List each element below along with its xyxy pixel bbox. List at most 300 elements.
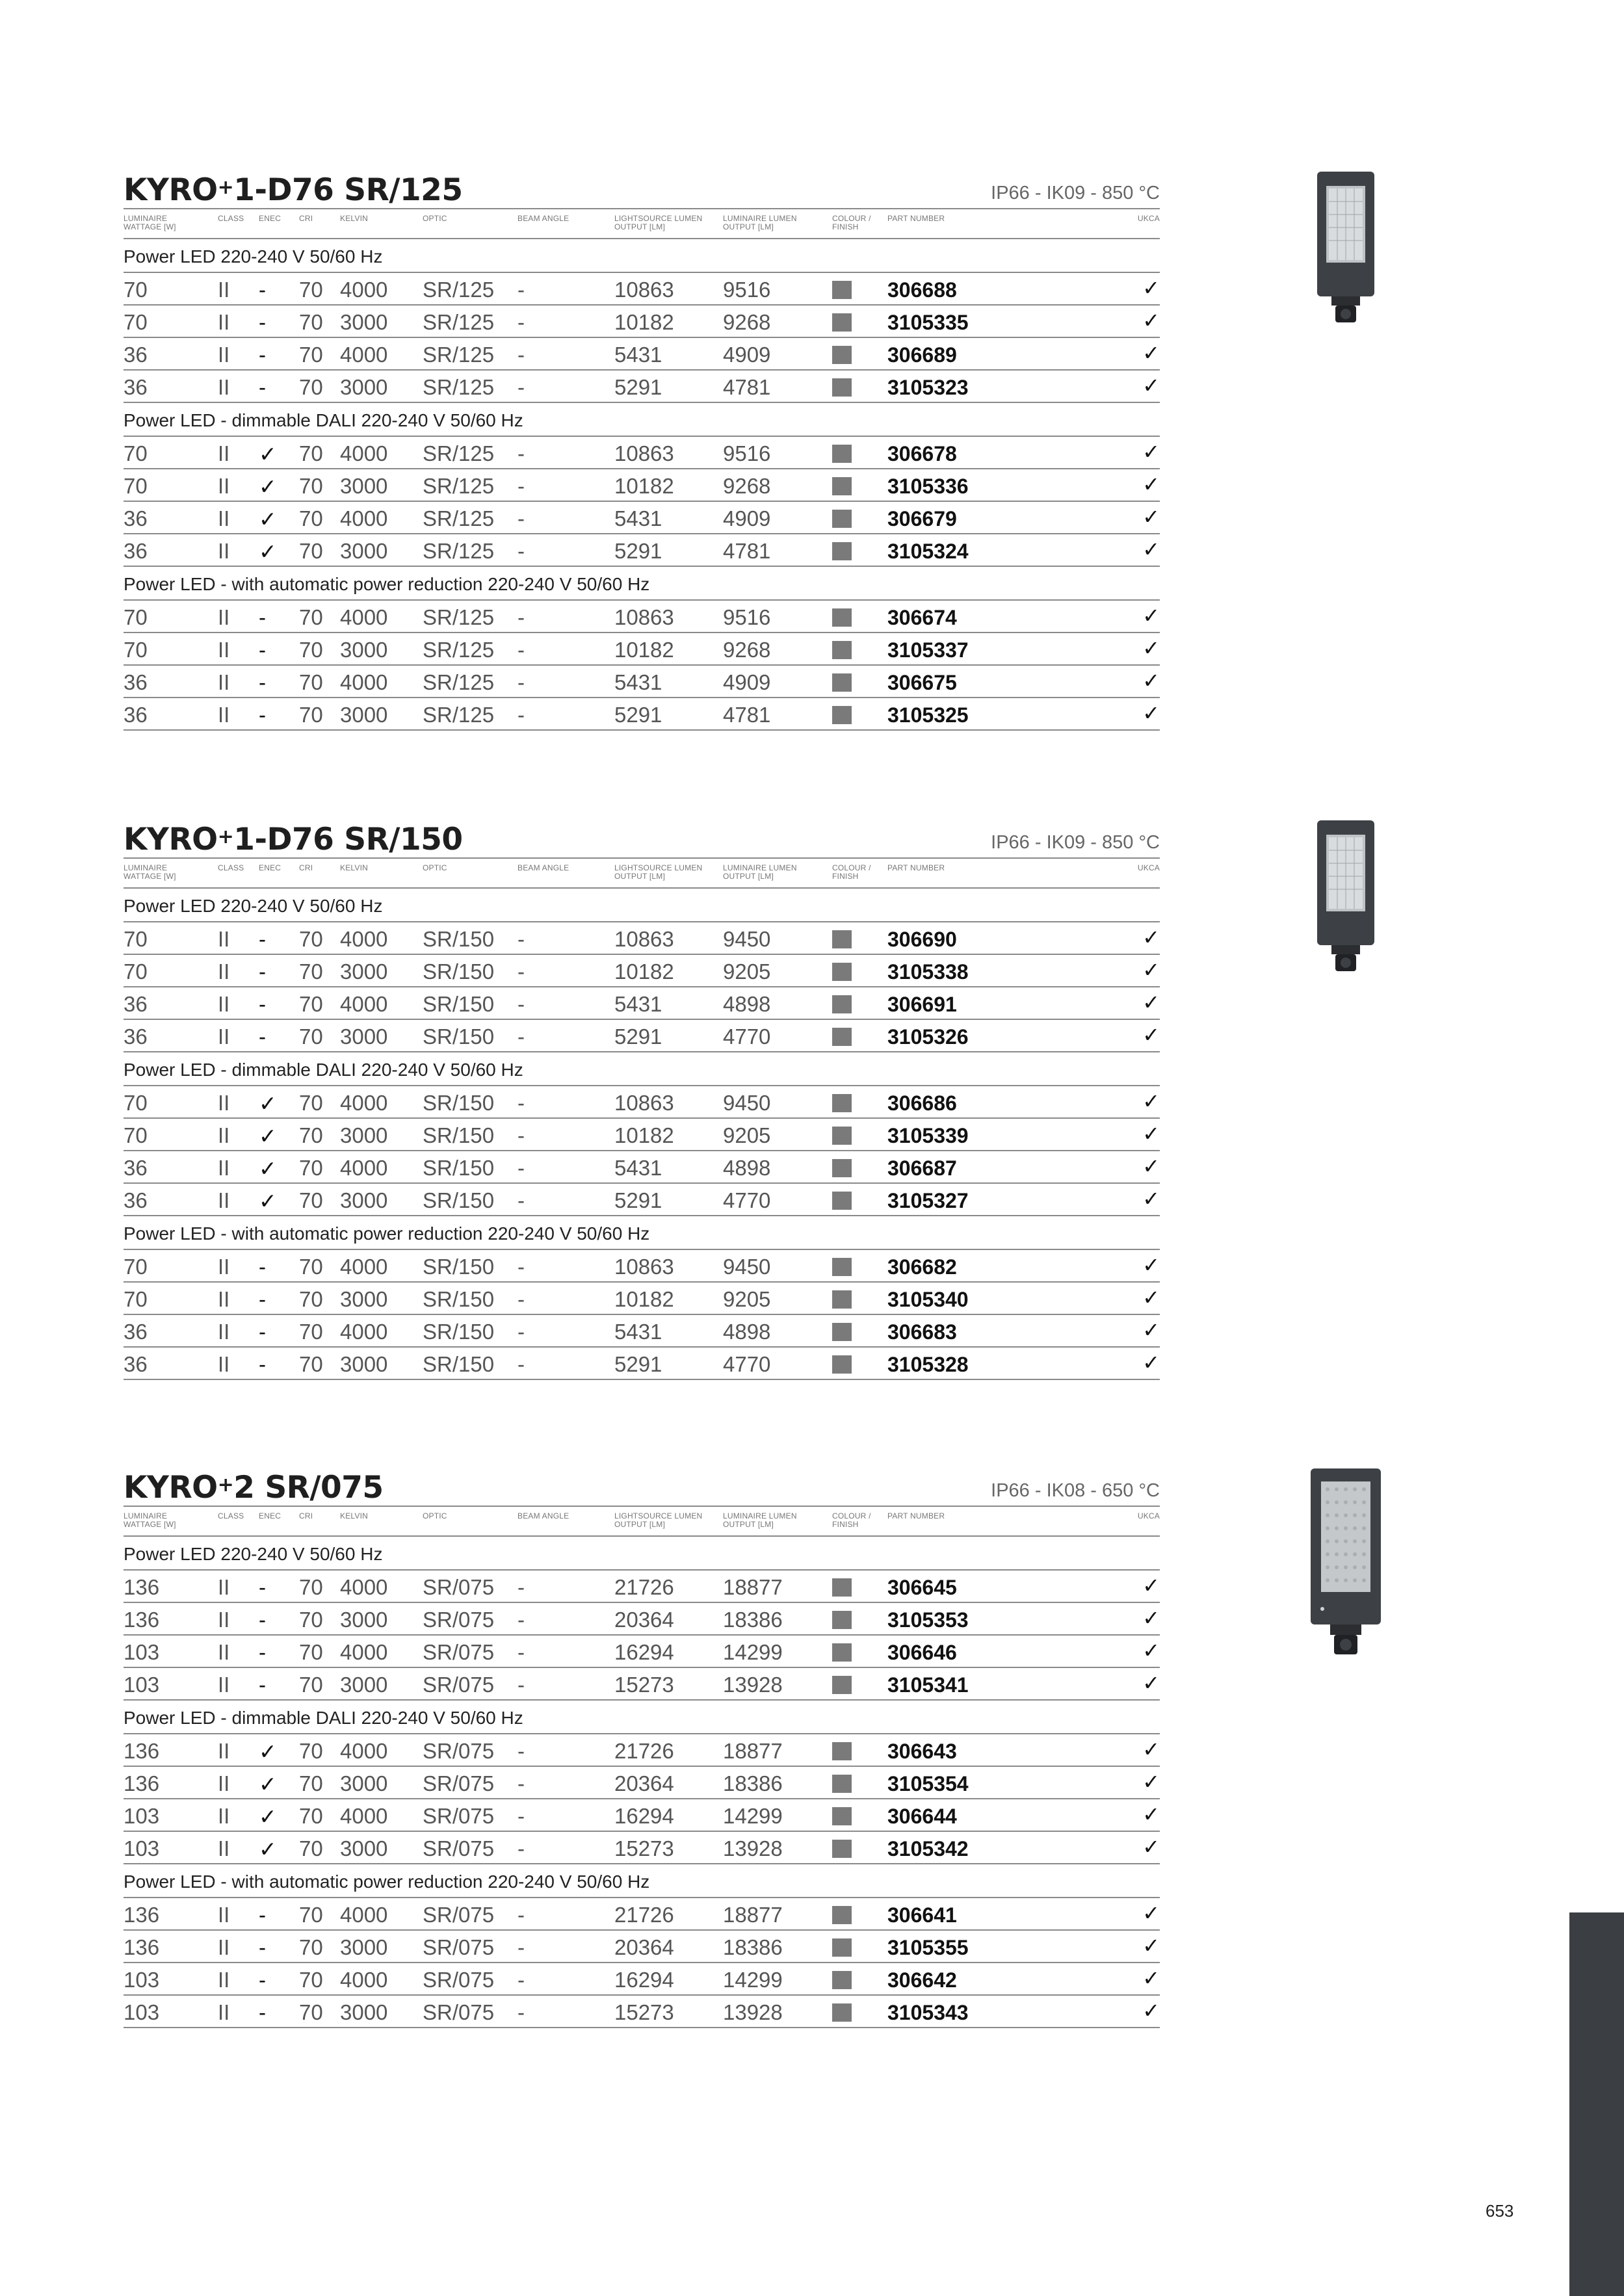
ukca-check-icon: ✓ xyxy=(1142,604,1160,627)
wattage-cell: 70 xyxy=(124,474,148,498)
luminaire-lumen-cell: 9516 xyxy=(723,278,771,302)
column-header-part: PART NUMBER xyxy=(887,1511,945,1520)
part-number: 306643 xyxy=(887,1740,957,1763)
class-cell: II xyxy=(218,1575,230,1599)
enec-cell: - xyxy=(259,1575,266,1599)
ukca-check-icon: ✓ xyxy=(1142,1738,1160,1761)
wattage-cell: 36 xyxy=(124,670,148,694)
beam-angle-cell: - xyxy=(517,1608,525,1632)
beam-angle-cell: - xyxy=(517,1968,525,1992)
column-header-optic: OPTIC xyxy=(423,863,447,872)
cri-cell: 70 xyxy=(299,1091,323,1115)
part-number: 3105328 xyxy=(887,1353,969,1376)
enec-cell: ✓ xyxy=(259,1189,277,1213)
enec-cell: ✓ xyxy=(259,1805,277,1829)
table-row xyxy=(124,1734,1160,1767)
table-row xyxy=(124,1020,1160,1052)
wattage-cell: 70 xyxy=(124,278,148,302)
enec-cell: - xyxy=(259,310,266,334)
product-section-sr125 xyxy=(124,166,1160,731)
colour-swatch xyxy=(832,445,852,463)
colour-swatch xyxy=(832,1258,852,1276)
cri-cell: 70 xyxy=(299,1935,323,1959)
wattage-cell: 103 xyxy=(124,1673,160,1697)
column-header-lm_source: LIGHTSOURCE LUMEN OUTPUT [LM] xyxy=(614,863,703,881)
beam-angle-cell: - xyxy=(517,278,525,302)
part-number: 3105341 xyxy=(887,1673,969,1697)
colour-swatch xyxy=(832,1906,852,1924)
source-lumen-cell: 10182 xyxy=(614,959,674,984)
luminaire-lumen-cell: 9268 xyxy=(723,638,771,662)
column-header-cri: CRI xyxy=(299,863,313,872)
colour-swatch xyxy=(832,963,852,981)
kelvin-cell: 3000 xyxy=(340,1123,388,1147)
optic-cell: SR/125 xyxy=(423,278,495,302)
beam-angle-cell: - xyxy=(517,343,525,367)
ukca-check-icon: ✓ xyxy=(1142,958,1160,982)
beam-angle-cell: - xyxy=(517,1804,525,1828)
class-cell: II xyxy=(218,1320,230,1344)
source-lumen-cell: 5431 xyxy=(614,1320,662,1344)
optic-cell: SR/075 xyxy=(423,1968,495,1992)
colour-swatch xyxy=(832,1840,852,1858)
class-cell: II xyxy=(218,506,230,530)
column-header-wattage: LUMINAIRE WATTAGE [W] xyxy=(124,1511,176,1529)
part-number: 3105323 xyxy=(887,376,969,399)
table-row xyxy=(124,1151,1160,1184)
luminaire-lumen-cell: 4898 xyxy=(723,992,771,1016)
part-number: 306691 xyxy=(887,993,957,1016)
table-row xyxy=(124,306,1160,338)
wattage-cell: 36 xyxy=(124,1156,148,1180)
ukca-check-icon: ✓ xyxy=(1142,1187,1160,1210)
part-number: 3105340 xyxy=(887,1288,969,1311)
title-row xyxy=(124,1464,1160,1506)
colour-swatch xyxy=(832,1611,852,1629)
group-title: Power LED 220-240 V 50/60 Hz xyxy=(124,1537,1160,1571)
cri-cell: 70 xyxy=(299,1608,323,1632)
source-lumen-cell: 16294 xyxy=(614,1804,674,1828)
luminaire-lumen-cell: 4781 xyxy=(723,703,771,727)
wattage-cell: 70 xyxy=(124,1287,148,1311)
group-title: Power LED 220-240 V 50/60 Hz xyxy=(124,889,1160,922)
enec-cell: ✓ xyxy=(259,540,277,564)
beam-angle-cell: - xyxy=(517,992,525,1016)
beam-angle-cell: - xyxy=(517,1287,525,1311)
beam-angle-cell: - xyxy=(517,506,525,530)
optic-cell: SR/125 xyxy=(423,310,495,334)
kelvin-cell: 4000 xyxy=(340,1575,388,1599)
part-number: 306641 xyxy=(887,1903,957,1927)
optic-cell: SR/075 xyxy=(423,1673,495,1697)
enec-cell: - xyxy=(259,1903,266,1927)
part-number: 3105324 xyxy=(887,540,969,563)
source-lumen-cell: 10182 xyxy=(614,310,674,334)
ukca-check-icon: ✓ xyxy=(1142,1574,1160,1597)
beam-angle-cell: - xyxy=(517,1640,525,1664)
column-header-kelvin: KELVIN xyxy=(340,214,368,223)
optic-cell: SR/125 xyxy=(423,474,495,498)
enec-cell: - xyxy=(259,1352,266,1376)
luminaire-image-sr075 xyxy=(1307,1466,1385,1661)
kelvin-cell: 4000 xyxy=(340,1255,388,1279)
beam-angle-cell: - xyxy=(517,1673,525,1697)
luminaire-lumen-cell: 18386 xyxy=(723,1771,783,1795)
source-lumen-cell: 10863 xyxy=(614,278,674,302)
kelvin-cell: 4000 xyxy=(340,1903,388,1927)
beam-angle-cell: - xyxy=(517,1935,525,1959)
title-rest: 1-D76 SR/125 xyxy=(233,172,463,208)
wattage-cell: 70 xyxy=(124,1091,148,1115)
source-lumen-cell: 5431 xyxy=(614,343,662,367)
colour-swatch xyxy=(832,313,852,332)
colour-swatch xyxy=(832,1742,852,1760)
luminaire-lumen-cell: 9450 xyxy=(723,1091,771,1115)
luminaire-lumen-cell: 9268 xyxy=(723,310,771,334)
table-row xyxy=(124,338,1160,371)
enec-cell: ✓ xyxy=(259,1740,277,1764)
part-number: 306644 xyxy=(887,1805,957,1828)
luminaire-image-sr150 xyxy=(1313,818,1378,974)
luminaire-lumen-cell: 4770 xyxy=(723,1188,771,1212)
source-lumen-cell: 5291 xyxy=(614,1352,662,1376)
enec-cell: - xyxy=(259,992,266,1016)
colour-swatch xyxy=(832,1028,852,1046)
source-lumen-cell: 16294 xyxy=(614,1640,674,1664)
kelvin-cell: 3000 xyxy=(340,539,388,563)
optic-cell: SR/150 xyxy=(423,1156,495,1180)
table-row xyxy=(124,1184,1160,1216)
enec-cell: ✓ xyxy=(259,442,277,466)
column-header-part: PART NUMBER xyxy=(887,863,945,872)
part-number: 306674 xyxy=(887,606,957,629)
column-header-beam: BEAM ANGLE xyxy=(517,863,570,872)
wattage-cell: 103 xyxy=(124,1836,160,1860)
table-header xyxy=(124,857,1160,889)
ukca-check-icon: ✓ xyxy=(1142,1639,1160,1662)
source-lumen-cell: 10182 xyxy=(614,474,674,498)
cri-cell: 70 xyxy=(299,506,323,530)
beam-angle-cell: - xyxy=(517,703,525,727)
part-number: 3105343 xyxy=(887,2001,969,2024)
cri-cell: 70 xyxy=(299,1968,323,1992)
optic-cell: SR/125 xyxy=(423,703,495,727)
colour-swatch xyxy=(832,1355,852,1374)
kelvin-cell: 3000 xyxy=(340,1287,388,1311)
optic-cell: SR/150 xyxy=(423,1352,495,1376)
wattage-cell: 70 xyxy=(124,927,148,951)
column-header-part: PART NUMBER xyxy=(887,214,945,223)
luminaire-lumen-cell: 13928 xyxy=(723,1673,783,1697)
optic-cell: SR/150 xyxy=(423,1320,495,1344)
ukca-check-icon: ✓ xyxy=(1142,926,1160,949)
colour-swatch xyxy=(832,1971,852,1989)
luminaire-lumen-cell: 4770 xyxy=(723,1352,771,1376)
beam-angle-cell: - xyxy=(517,1739,525,1763)
beam-angle-cell: - xyxy=(517,310,525,334)
kelvin-cell: 4000 xyxy=(340,1320,388,1344)
table-row xyxy=(124,1250,1160,1283)
luminaire-lumen-cell: 18877 xyxy=(723,1903,783,1927)
part-number: 3105337 xyxy=(887,638,969,662)
table-row xyxy=(124,1832,1160,1864)
colour-swatch xyxy=(832,930,852,948)
ukca-check-icon: ✓ xyxy=(1142,440,1160,463)
ukca-check-icon: ✓ xyxy=(1142,1351,1160,1374)
title-rest: 2 SR/075 xyxy=(233,1470,384,1506)
kelvin-cell: 4000 xyxy=(340,1739,388,1763)
title-row xyxy=(124,166,1160,208)
optic-cell: SR/125 xyxy=(423,605,495,629)
beam-angle-cell: - xyxy=(517,474,525,498)
optic-cell: SR/150 xyxy=(423,959,495,984)
ukca-check-icon: ✓ xyxy=(1142,991,1160,1014)
luminaire-lumen-cell: 4909 xyxy=(723,670,771,694)
cri-cell: 70 xyxy=(299,1352,323,1376)
class-cell: II xyxy=(218,1123,230,1147)
title-row xyxy=(124,816,1160,857)
wattage-cell: 70 xyxy=(124,1255,148,1279)
kelvin-cell: 4000 xyxy=(340,1640,388,1664)
colour-swatch xyxy=(832,1159,852,1177)
colour-swatch xyxy=(832,641,852,659)
beam-angle-cell: - xyxy=(517,1156,525,1180)
ukca-check-icon: ✓ xyxy=(1142,1966,1160,1990)
class-cell: II xyxy=(218,1255,230,1279)
source-lumen-cell: 21726 xyxy=(614,1903,674,1927)
wattage-cell: 36 xyxy=(124,539,148,563)
enec-cell: - xyxy=(259,605,266,629)
wattage-cell: 36 xyxy=(124,506,148,530)
enec-cell: - xyxy=(259,1608,266,1632)
part-number: 306682 xyxy=(887,1255,957,1279)
wattage-cell: 70 xyxy=(124,605,148,629)
ukca-check-icon: ✓ xyxy=(1142,1122,1160,1145)
part-number: 3105326 xyxy=(887,1025,969,1049)
wattage-cell: 36 xyxy=(124,1320,148,1344)
kelvin-cell: 4000 xyxy=(340,1968,388,1992)
source-lumen-cell: 10863 xyxy=(614,1255,674,1279)
source-lumen-cell: 10182 xyxy=(614,1287,674,1311)
class-cell: II xyxy=(218,539,230,563)
column-header-lm_luminaire: LUMINAIRE LUMEN OUTPUT [LM] xyxy=(723,214,797,231)
source-lumen-cell: 16294 xyxy=(614,1968,674,1992)
part-number: 3105355 xyxy=(887,1936,969,1959)
luminaire-lumen-cell: 4909 xyxy=(723,343,771,367)
kelvin-cell: 4000 xyxy=(340,1156,388,1180)
enec-cell: ✓ xyxy=(259,507,277,531)
optic-cell: SR/075 xyxy=(423,1836,495,1860)
luminaire-lumen-cell: 9450 xyxy=(723,1255,771,1279)
class-cell: II xyxy=(218,441,230,465)
kelvin-cell: 4000 xyxy=(340,1804,388,1828)
kelvin-cell: 3000 xyxy=(340,638,388,662)
group-title: Power LED - with automatic power reduction 220-240 V 50/60 Hz xyxy=(124,567,1160,601)
class-cell: II xyxy=(218,474,230,498)
cri-cell: 70 xyxy=(299,605,323,629)
colour-swatch xyxy=(832,1323,852,1341)
cri-cell: 70 xyxy=(299,638,323,662)
source-lumen-cell: 15273 xyxy=(614,1836,674,1860)
cri-cell: 70 xyxy=(299,1123,323,1147)
ukca-check-icon: ✓ xyxy=(1142,1286,1160,1309)
title-main: KYRO xyxy=(124,172,218,208)
class-cell: II xyxy=(218,1640,230,1664)
optic-cell: SR/150 xyxy=(423,1091,495,1115)
cri-cell: 70 xyxy=(299,1575,323,1599)
kelvin-cell: 4000 xyxy=(340,343,388,367)
cri-cell: 70 xyxy=(299,1739,323,1763)
kelvin-cell: 3000 xyxy=(340,2000,388,2024)
column-header-beam: BEAM ANGLE xyxy=(517,1511,570,1520)
protection-rating: IP66 - IK08 - 650 °C xyxy=(991,1480,1160,1501)
kelvin-cell: 3000 xyxy=(340,310,388,334)
class-cell: II xyxy=(218,1935,230,1959)
optic-cell: SR/150 xyxy=(423,1255,495,1279)
part-number: 3105353 xyxy=(887,1608,969,1632)
luminaire-lumen-cell: 9205 xyxy=(723,1287,771,1311)
beam-angle-cell: - xyxy=(517,2000,525,2024)
cri-cell: 70 xyxy=(299,375,323,399)
column-header-class: CLASS xyxy=(218,1511,244,1520)
wattage-cell: 103 xyxy=(124,2000,160,2024)
colour-swatch xyxy=(832,995,852,1013)
luminaire-image-sr125 xyxy=(1313,169,1378,325)
table-row xyxy=(124,1931,1160,1963)
enec-cell: ✓ xyxy=(259,1156,277,1181)
kelvin-cell: 4000 xyxy=(340,927,388,951)
class-cell: II xyxy=(218,343,230,367)
cri-cell: 70 xyxy=(299,441,323,465)
ukca-check-icon: ✓ xyxy=(1142,636,1160,660)
optic-cell: SR/075 xyxy=(423,1935,495,1959)
class-cell: II xyxy=(218,310,230,334)
part-number: 306645 xyxy=(887,1576,957,1599)
kelvin-cell: 3000 xyxy=(340,375,388,399)
luminaire-lumen-cell: 13928 xyxy=(723,2000,783,2024)
source-lumen-cell: 5291 xyxy=(614,1024,662,1049)
optic-cell: SR/125 xyxy=(423,441,495,465)
cri-cell: 70 xyxy=(299,1320,323,1344)
class-cell: II xyxy=(218,605,230,629)
source-lumen-cell: 21726 xyxy=(614,1575,674,1599)
source-lumen-cell: 10863 xyxy=(614,1091,674,1115)
beam-angle-cell: - xyxy=(517,605,525,629)
luminaire-lumen-cell: 9450 xyxy=(723,927,771,951)
enec-cell: - xyxy=(259,1968,266,1992)
cri-cell: 70 xyxy=(299,959,323,984)
enec-cell: - xyxy=(259,1673,266,1697)
luminaire-lumen-cell: 13928 xyxy=(723,1836,783,1860)
enec-cell: - xyxy=(259,638,266,662)
optic-cell: SR/075 xyxy=(423,1739,495,1763)
ukca-check-icon: ✓ xyxy=(1142,1155,1160,1178)
cri-cell: 70 xyxy=(299,343,323,367)
wattage-cell: 36 xyxy=(124,375,148,399)
wattage-cell: 70 xyxy=(124,441,148,465)
column-header-lm_source: LIGHTSOURCE LUMEN OUTPUT [LM] xyxy=(614,1511,703,1529)
table-row xyxy=(124,437,1160,469)
class-cell: II xyxy=(218,1673,230,1697)
table-row xyxy=(124,534,1160,567)
cri-cell: 70 xyxy=(299,1156,323,1180)
luminaire-lumen-cell: 4781 xyxy=(723,539,771,563)
wattage-cell: 36 xyxy=(124,343,148,367)
beam-angle-cell: - xyxy=(517,1903,525,1927)
class-cell: II xyxy=(218,375,230,399)
ukca-check-icon: ✓ xyxy=(1142,1318,1160,1342)
wattage-cell: 103 xyxy=(124,1640,160,1664)
cri-cell: 70 xyxy=(299,310,323,334)
class-cell: II xyxy=(218,959,230,984)
cri-cell: 70 xyxy=(299,474,323,498)
column-header-optic: OPTIC xyxy=(423,214,447,223)
group-title: Power LED - dimmable DALI 220-240 V 50/60 Hz xyxy=(124,1701,1160,1734)
optic-cell: SR/150 xyxy=(423,1024,495,1049)
column-header-cri: CRI xyxy=(299,1511,313,1520)
source-lumen-cell: 10863 xyxy=(614,441,674,465)
column-header-beam: BEAM ANGLE xyxy=(517,214,570,223)
enec-cell: - xyxy=(259,1640,266,1664)
column-header-lm_luminaire: LUMINAIRE LUMEN OUTPUT [LM] xyxy=(723,863,797,881)
wattage-cell: 36 xyxy=(124,1352,148,1376)
colour-swatch xyxy=(832,1192,852,1210)
group-title: Power LED - dimmable DALI 220-240 V 50/60 Hz xyxy=(124,1052,1160,1086)
group-title: Power LED - with automatic power reduction 220-240 V 50/60 Hz xyxy=(124,1216,1160,1250)
enec-cell: - xyxy=(259,959,266,984)
enec-cell: - xyxy=(259,375,266,399)
column-header-ukca: UKCA xyxy=(1137,1511,1160,1520)
wattage-cell: 136 xyxy=(124,1608,160,1632)
optic-cell: SR/075 xyxy=(423,1771,495,1795)
product-title xyxy=(124,1470,384,1506)
kelvin-cell: 3000 xyxy=(340,1352,388,1376)
beam-angle-cell: - xyxy=(517,1320,525,1344)
title-plus: + xyxy=(217,1474,234,1496)
source-lumen-cell: 10863 xyxy=(614,605,674,629)
table-row xyxy=(124,1348,1160,1380)
optic-cell: SR/125 xyxy=(423,539,495,563)
source-lumen-cell: 20364 xyxy=(614,1771,674,1795)
part-number: 306687 xyxy=(887,1156,957,1180)
kelvin-cell: 4000 xyxy=(340,441,388,465)
wattage-cell: 103 xyxy=(124,1804,160,1828)
colour-swatch xyxy=(832,1094,852,1112)
luminaire-lumen-cell: 4770 xyxy=(723,1024,771,1049)
part-number: 306642 xyxy=(887,1968,957,1992)
beam-angle-cell: - xyxy=(517,539,525,563)
cri-cell: 70 xyxy=(299,670,323,694)
wattage-cell: 36 xyxy=(124,703,148,727)
colour-swatch xyxy=(832,281,852,299)
page-number: 653 xyxy=(1486,2201,1514,2221)
luminaire-lumen-cell: 4781 xyxy=(723,375,771,399)
enec-cell: ✓ xyxy=(259,1091,277,1115)
class-cell: II xyxy=(218,670,230,694)
wattage-cell: 70 xyxy=(124,1123,148,1147)
colour-swatch xyxy=(832,608,852,627)
colour-swatch xyxy=(832,1643,852,1662)
part-number: 306688 xyxy=(887,278,957,302)
source-lumen-cell: 5291 xyxy=(614,375,662,399)
ukca-check-icon: ✓ xyxy=(1142,1606,1160,1630)
cri-cell: 70 xyxy=(299,2000,323,2024)
group-title: Power LED - with automatic power reduction 220-240 V 50/60 Hz xyxy=(124,1864,1160,1898)
table-row xyxy=(124,955,1160,987)
luminaire-lumen-cell: 4909 xyxy=(723,506,771,530)
kelvin-cell: 3000 xyxy=(340,1935,388,1959)
table-row xyxy=(124,987,1160,1020)
